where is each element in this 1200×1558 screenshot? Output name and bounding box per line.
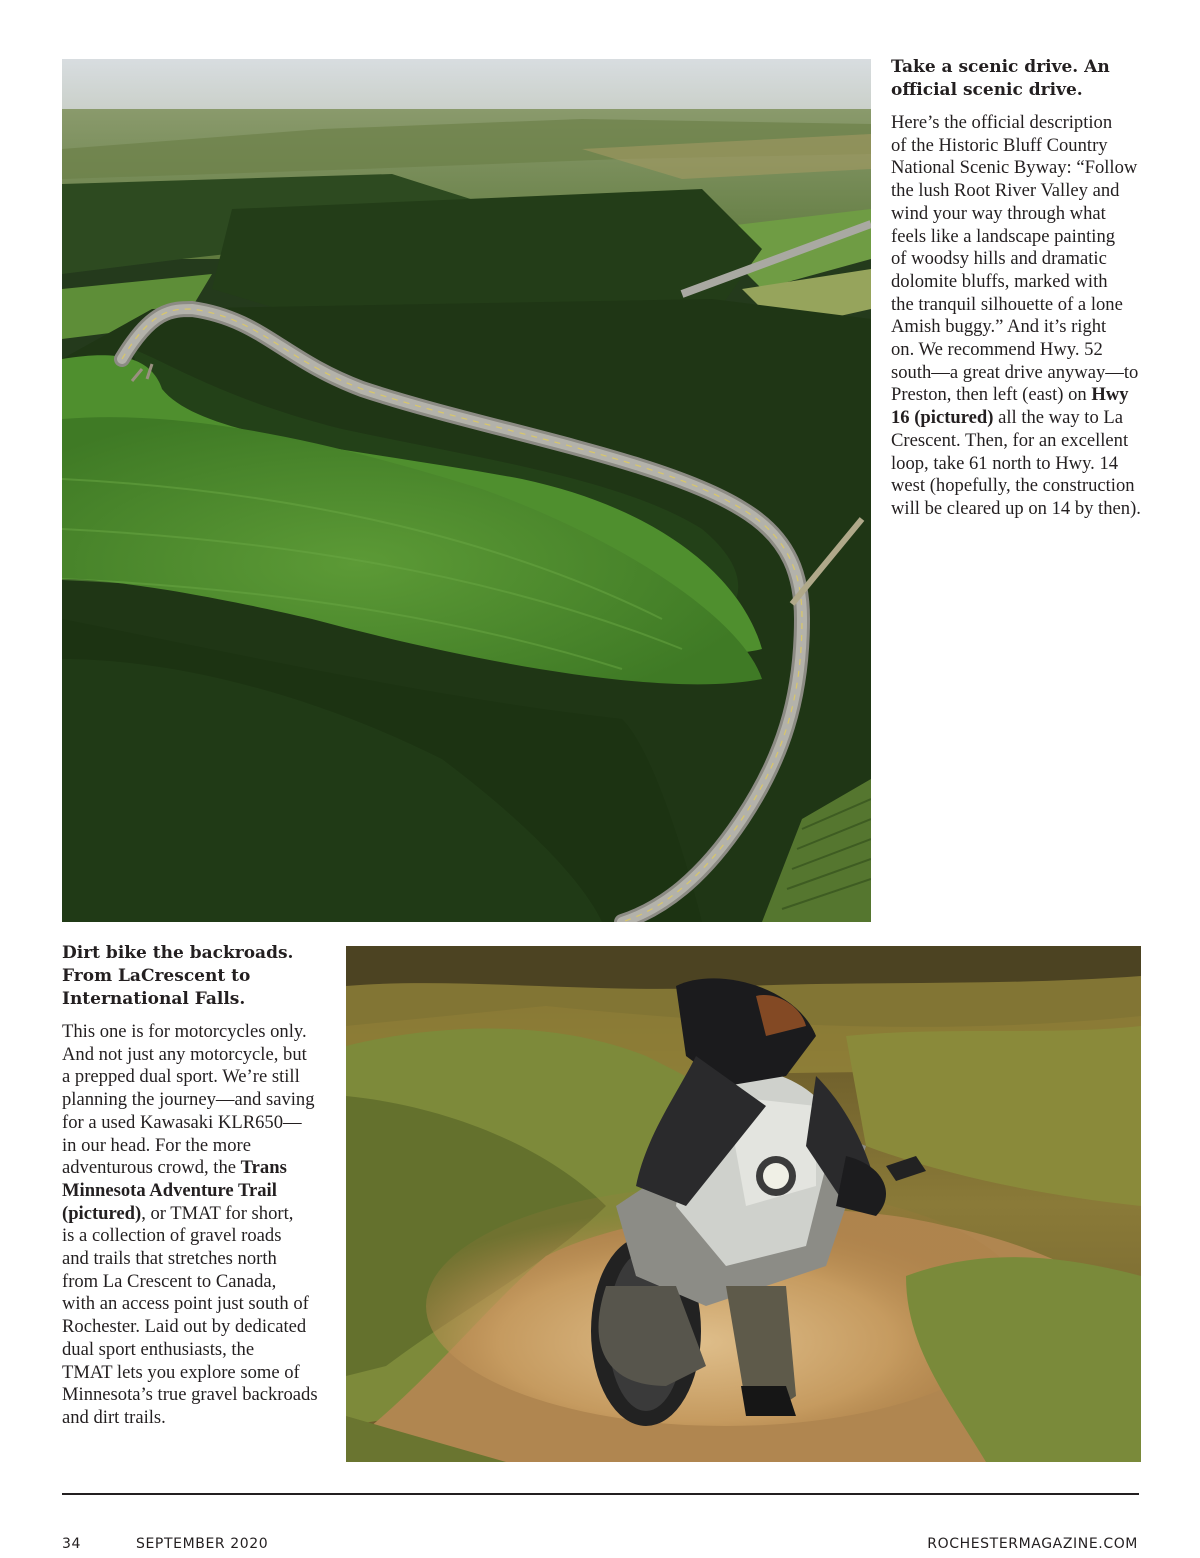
text-run: Crescent. Then, for an excellent <box>891 429 1129 451</box>
text-run: and trails that stretches north <box>62 1248 277 1270</box>
dirt-bike-body <box>62 1021 342 1430</box>
text-line <box>891 180 1171 203</box>
text-run: the lush Root River Valley and <box>891 180 1120 202</box>
text-run: TMAT lets you explore some of <box>62 1361 300 1383</box>
text-line <box>62 1225 342 1248</box>
magazine-url[interactable]: ROCHESTERMAGAZINE.COM <box>927 1536 1138 1552</box>
text-run: west (hopefully, the construction <box>891 475 1135 497</box>
text-run: south—a great drive anyway—to <box>891 361 1139 383</box>
text-line <box>62 1248 342 1271</box>
text-run: Here’s the official description <box>891 112 1113 133</box>
heading-line: International Falls. <box>62 989 246 1009</box>
text-line <box>891 248 1171 271</box>
text-line <box>891 339 1171 362</box>
text-line <box>891 407 1171 430</box>
bold-text: Trans <box>240 1157 287 1179</box>
heading-line: From LaCrescent to <box>62 966 251 986</box>
heading-line: official scenic drive. <box>891 80 1083 100</box>
text-line <box>891 362 1171 385</box>
text-line <box>891 294 1171 317</box>
text-run: from La Crescent to Canada, <box>62 1270 277 1292</box>
text-line <box>891 157 1171 180</box>
bold-text: Hwy <box>1091 384 1129 406</box>
text-line <box>891 226 1171 249</box>
text-run: Amish buggy.” And it’s right <box>891 316 1107 338</box>
bold-text: 16 (pictured) <box>891 407 994 429</box>
text-run: feels like a landscape painting <box>891 225 1116 247</box>
text-run: dolomite bluffs, marked with <box>891 270 1108 292</box>
text-run: planning the journey—and saving <box>62 1089 315 1111</box>
text-run: for a used Kawasaki KLR650— <box>62 1111 302 1133</box>
text-line <box>891 453 1171 476</box>
text-run: the tranquil silhouette of a lone <box>891 293 1123 315</box>
footer-rule <box>62 1493 1139 1495</box>
text-run: with an access point just south of <box>62 1293 309 1315</box>
text-line <box>891 498 1171 521</box>
bold-text: Minnesota Adventure Trail <box>62 1179 277 1201</box>
text-run: and dirt trails. <box>62 1406 166 1428</box>
heading-line: Dirt bike the backroads. <box>62 943 294 963</box>
text-run: adventurous crowd, the <box>62 1157 241 1179</box>
text-line <box>62 1180 342 1203</box>
text-line <box>62 1021 342 1044</box>
text-run: a prepped dual sport. We’re still <box>62 1066 300 1088</box>
text-run: And not just any motorcycle, but <box>62 1043 307 1065</box>
dirt-bike-heading <box>62 942 342 1011</box>
text-run: of the Historic Bluff Country <box>891 134 1108 156</box>
page-number: 34 <box>62 1536 82 1552</box>
text-run: wind your way through what <box>891 202 1106 224</box>
text-line <box>62 1339 342 1362</box>
text-line <box>891 112 1171 135</box>
text-run: Preston, then left (east) on <box>891 384 1092 406</box>
text-line <box>62 1066 342 1089</box>
text-line <box>62 1044 342 1067</box>
text-line <box>891 316 1171 339</box>
text-line <box>891 430 1171 453</box>
text-run: will be cleared up on 14 by then). <box>891 497 1141 519</box>
text-line <box>891 135 1171 158</box>
text-line <box>891 384 1171 407</box>
text-run: National Scenic Byway: “Follow <box>891 157 1138 179</box>
text-run: This one is for motorcycles only. <box>62 1021 307 1042</box>
text-line <box>891 475 1171 498</box>
scenic-drive-body <box>891 112 1171 521</box>
text-line <box>62 1316 342 1339</box>
text-line <box>62 1271 342 1294</box>
text-run: Minnesota’s true gravel backroads <box>62 1384 318 1406</box>
text-line <box>62 1135 342 1158</box>
text-run: of woodsy hills and dramatic <box>891 248 1107 270</box>
text-run: is a collection of gravel roads <box>62 1225 282 1247</box>
issue-date: SEPTEMBER 2020 <box>136 1536 269 1552</box>
text-run: on. We recommend Hwy. 52 <box>891 339 1103 361</box>
text-line <box>891 271 1171 294</box>
dirt-bike-photo <box>346 946 1141 1462</box>
text-line <box>891 203 1171 226</box>
text-run: dual sport enthusiasts, the <box>62 1338 255 1360</box>
heading-line: Take a scenic drive. An <box>891 57 1110 77</box>
text-line <box>62 1203 342 1226</box>
text-line <box>62 1157 342 1180</box>
text-line <box>62 1293 342 1316</box>
text-line <box>62 1384 342 1407</box>
bold-text: (pictured) <box>62 1202 142 1224</box>
text-run: all the way to La <box>993 407 1124 429</box>
text-line <box>62 1112 342 1135</box>
text-run: in our head. For the more <box>62 1134 251 1156</box>
text-run: Rochester. Laid out by dedicated <box>62 1316 307 1338</box>
text-run: loop, take 61 north to Hwy. 14 <box>891 452 1119 474</box>
aerial-road-photo <box>62 59 871 922</box>
text-line <box>62 1407 342 1430</box>
text-line <box>62 1089 342 1112</box>
text-line <box>62 1362 342 1385</box>
scenic-drive-heading <box>891 56 1171 102</box>
text-run: , or TMAT for short, <box>141 1202 294 1224</box>
